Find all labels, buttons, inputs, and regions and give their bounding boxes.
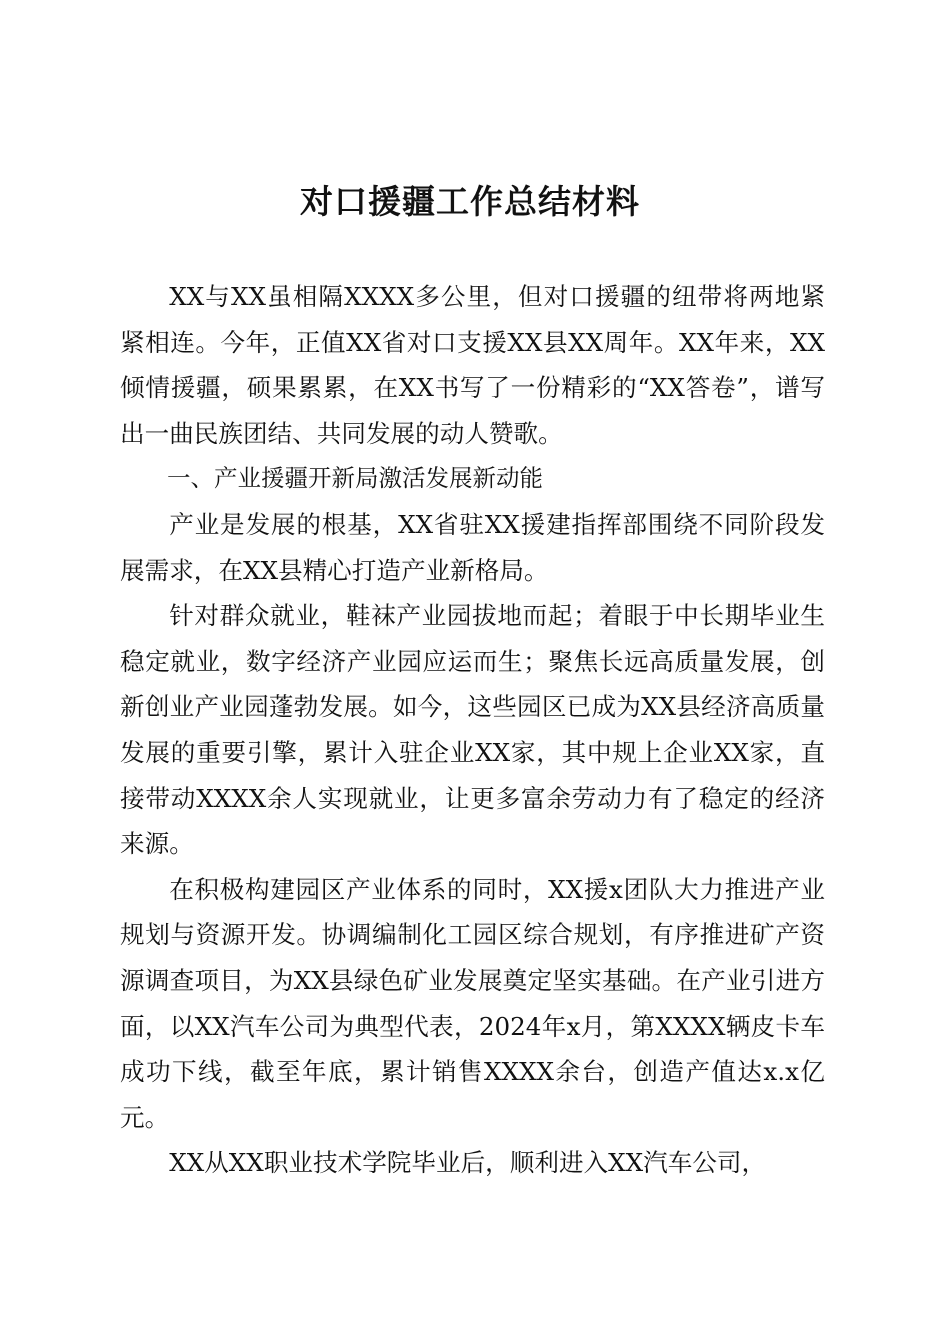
- body-paragraph: 在积极构建园区产业体系的同时，XX援x团队大力推进产业规划与资源开发。协调编制化工园区综合规划，有序推进矿产资源调查项目，为XX县绿色矿业发展奠定坚实基础。在产业引进方面，以XX汽车公司为典型代表，2024年x月，第XXXX辆皮卡车成功下线，截至年底，累计销售XXXX余台，创造产值达x.x亿元。: [120, 874, 825, 1132]
- body-paragraph: 产业是发展的根基，XX省驻XX援建指挥部围绕不同阶段发展需求，在XX县精心打造产业新格局。: [120, 509, 825, 585]
- section-heading: 一、产业援疆开新局激活发展新动能: [167, 464, 543, 493]
- body-paragraph: 针对群众就业，鞋袜产业园拔地而起；着眼于中长期毕业生稳定就业，数字经济产业园应运而生；聚焦长远高质量发展，创新创业产业园蓬勃发展。如今，这些园区已成为XX县经济高质量发展的重要引擎，累计入驻企业XX家，其中规上企业XX家，直接带动XXXX余人实现就业，让更多富余劳动力有了稳定的经济来源。: [120, 601, 825, 859]
- document-body: [120, 274, 825, 1186]
- document-title: 对口援疆工作总结材料: [300, 182, 640, 221]
- body-paragraph: XX从XX职业技术学院毕业后，顺利进入XX汽车公司，: [169, 1148, 767, 1178]
- intro-paragraph: XX与XX虽相隔XXXX多公里，但对口援疆的纽带将两地紧紧相连。今年，正值XX省对口支援XX县XX周年。XX年来，XX倾情援疆，硕果累累，在XX书写了一份精彩的“XX答卷”，谱写出一曲民族团结、共同发展的动人赞歌。: [120, 282, 825, 448]
